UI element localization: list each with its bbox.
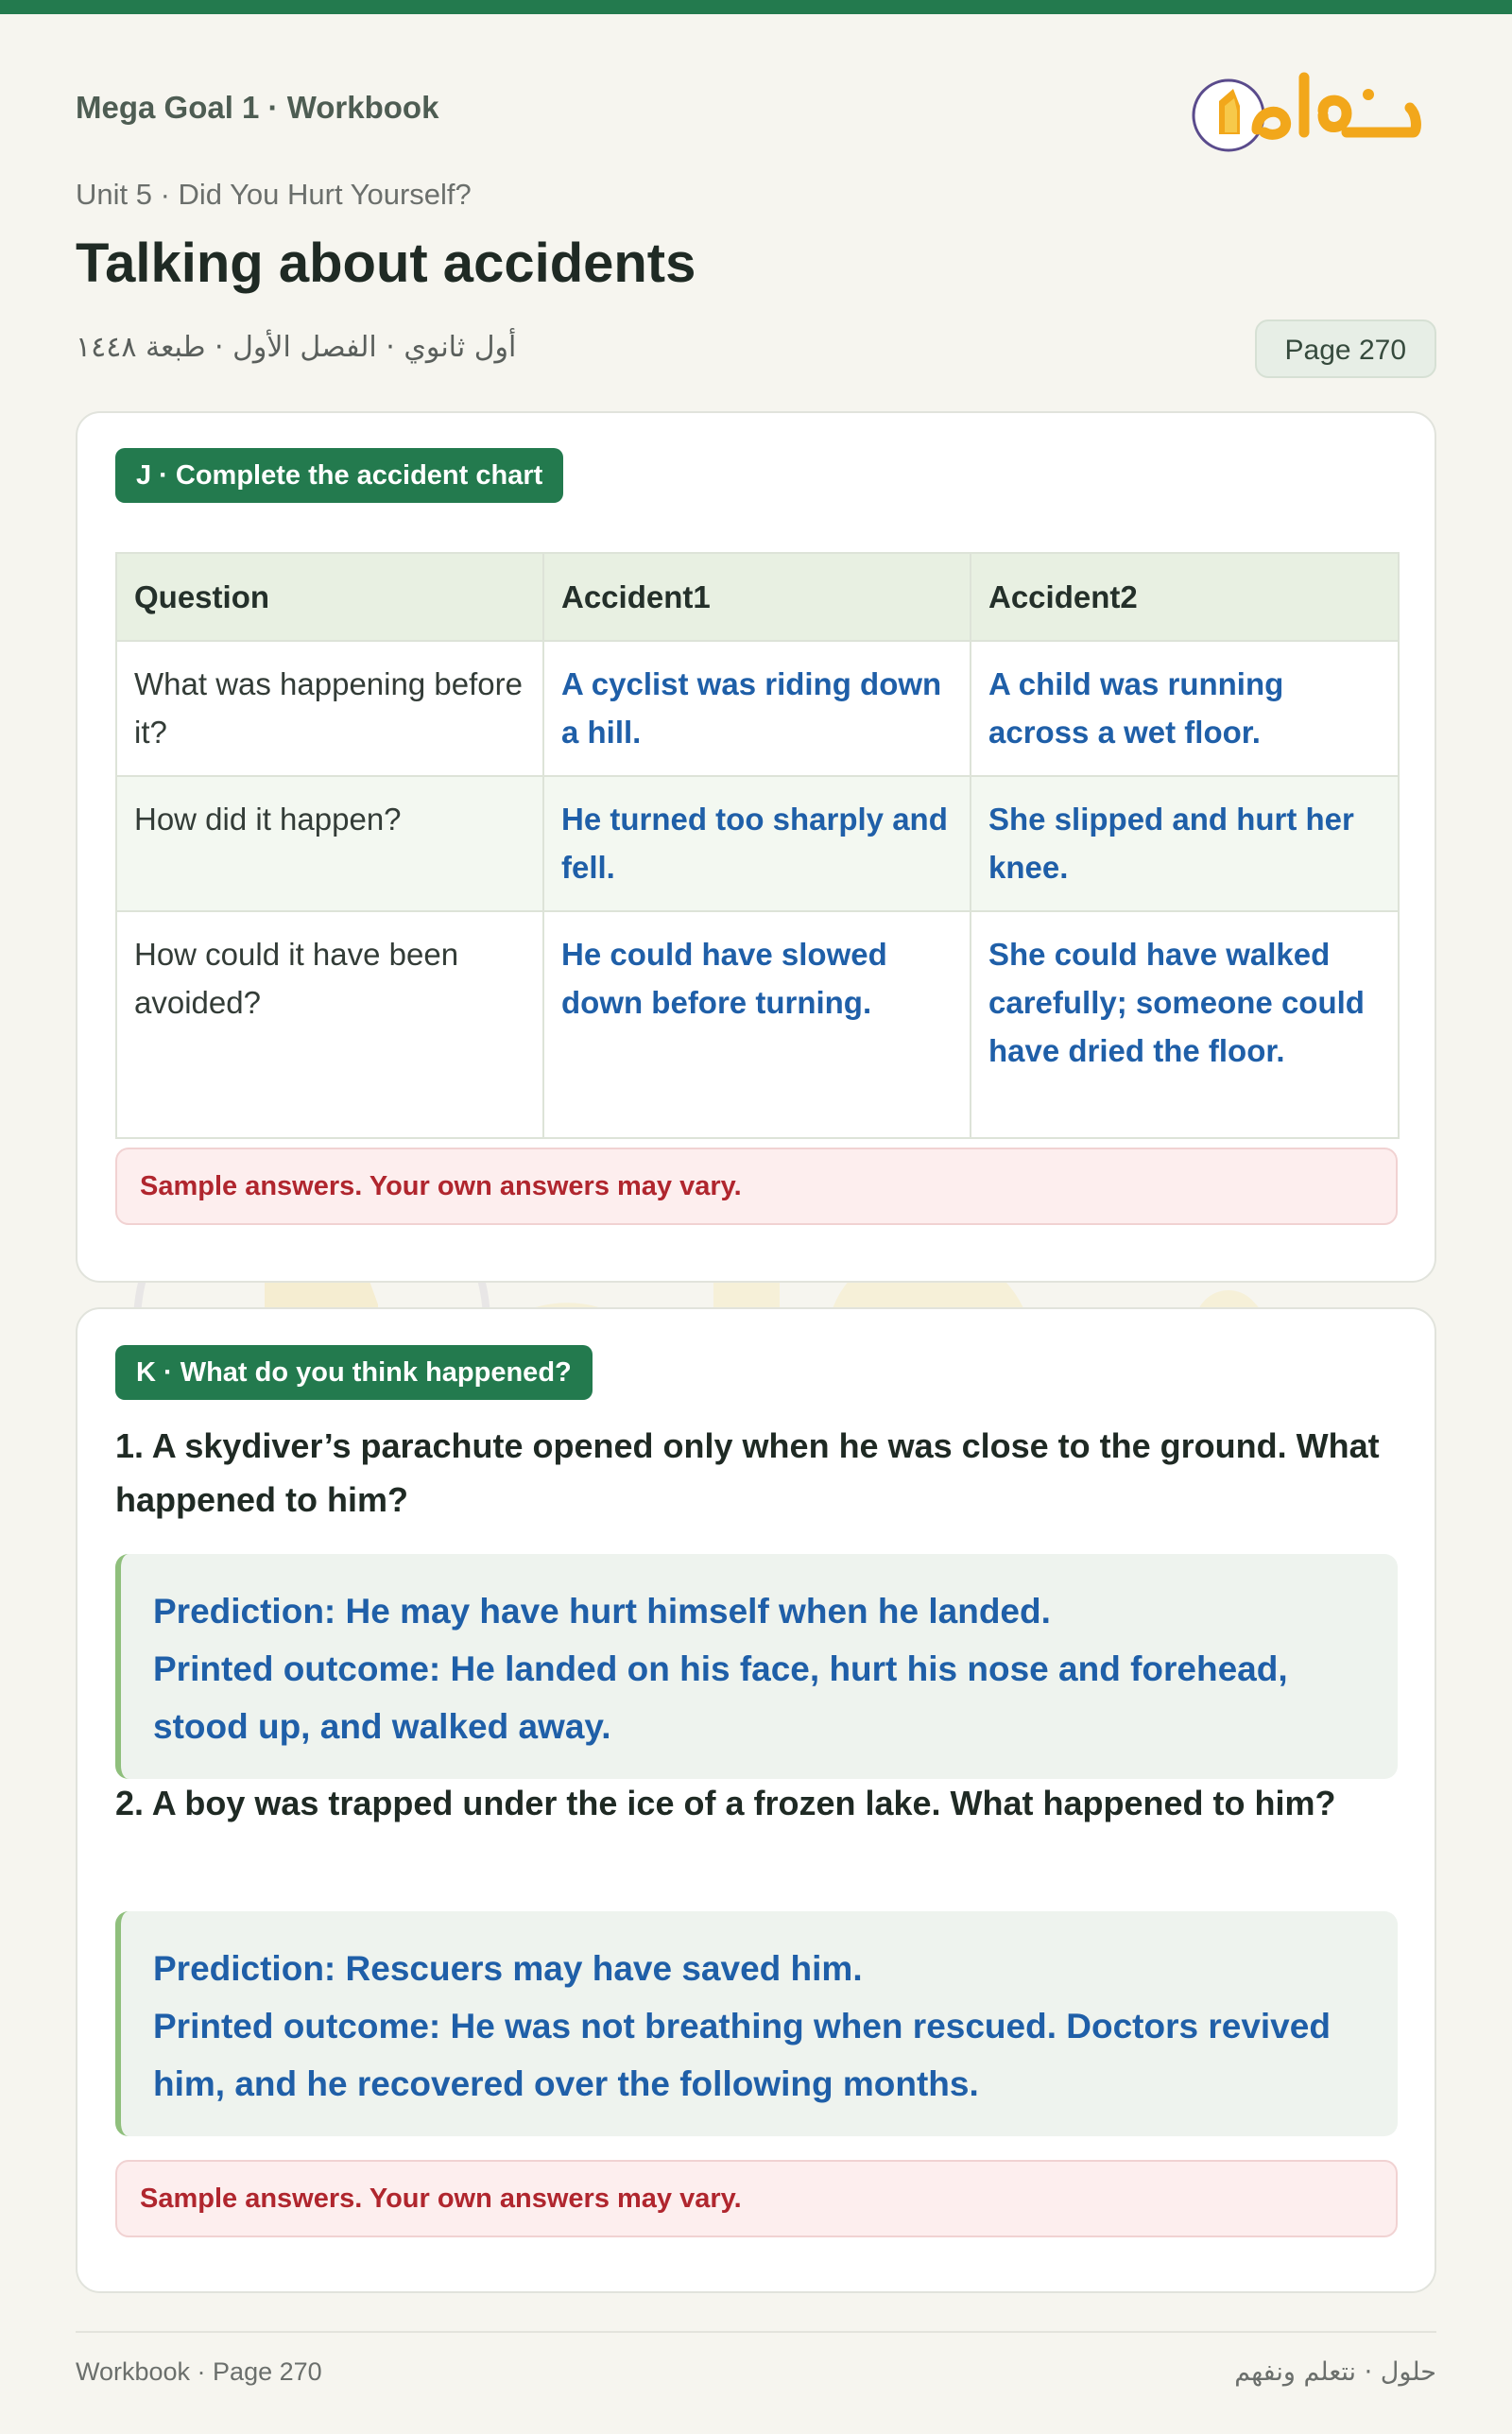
outcome-text: Printed outcome: He landed on his face, hurt his nose and forehead, stood up, and walked away. — [153, 1649, 1288, 1746]
accident2-answer: She slipped and hurt her knee. — [971, 776, 1399, 911]
row-question: How did it happen? — [116, 776, 543, 911]
column-header-accident1: Accident1 — [543, 553, 971, 641]
prediction-text: Prediction: He may have hurt himself when he landed. — [153, 1592, 1051, 1631]
accident1-answer: He turned too sharply and fell. — [543, 776, 971, 911]
accident2-answer: She could have walked carefully; someone could have dried the floor. — [971, 911, 1399, 1138]
table-row — [116, 776, 1399, 911]
accident-chart-table — [115, 552, 1400, 1139]
accident1-answer: A cyclist was riding down a hill. — [543, 641, 971, 776]
page-number-badge: Page 270 — [1255, 319, 1436, 378]
footer-tagline: حلول · نتعلم ونفهم — [1234, 2357, 1436, 2387]
prediction-text: Prediction: Rescuers may have saved him. — [153, 1949, 863, 1988]
section-k-card — [76, 1307, 1436, 2293]
footer-page-label: Workbook · Page 270 — [76, 2357, 322, 2386]
row-question: What was happening before it? — [116, 641, 543, 776]
footer-divider — [76, 2331, 1436, 2333]
answer-box-2 — [115, 1911, 1398, 2136]
accident1-answer: He could have slowed down before turning. — [543, 911, 971, 1138]
table-row — [116, 911, 1399, 1138]
section-j-badge: J · Complete the accident chart — [115, 448, 563, 503]
grade-term-edition: أول ثانوي · الفصل الأول · طبعة ١٤٤٨ — [76, 331, 517, 364]
section-k-badge: K · What do you think happened? — [115, 1345, 593, 1400]
section-j-card — [76, 411, 1436, 1283]
row-question: How could it have been avoided? — [116, 911, 543, 1138]
unit-subtitle: Unit 5 · Did You Hurt Yourself? — [76, 178, 472, 211]
column-header-question: Question — [116, 553, 543, 641]
table-row — [116, 641, 1399, 776]
page-header — [76, 0, 1436, 397]
sample-answers-note: Sample answers. Your own answers may vary. — [115, 2160, 1398, 2237]
page-title: Talking about accidents — [76, 233, 696, 294]
book-title: Mega Goal 1 · Workbook — [76, 90, 439, 125]
hulul-logo — [1191, 59, 1427, 163]
answer-box-1 — [115, 1554, 1398, 1779]
table-header-row — [116, 553, 1399, 641]
accident2-answer: A child was running across a wet floor. — [971, 641, 1399, 776]
outcome-text: Printed outcome: He was not breathing when rescued. Doctors revived him, and he recovered over the following months. — [153, 2007, 1331, 2103]
question-2: 2. A boy was trapped under the ice of a frozen lake. What happened to him? — [115, 1784, 1336, 1822]
question-1: 1. A skydiver’s parachute opened only when he was close to the ground. What happened to him? — [115, 1426, 1380, 1519]
sample-answers-note: Sample answers. Your own answers may vary. — [115, 1148, 1398, 1225]
column-header-accident2: Accident2 — [971, 553, 1399, 641]
